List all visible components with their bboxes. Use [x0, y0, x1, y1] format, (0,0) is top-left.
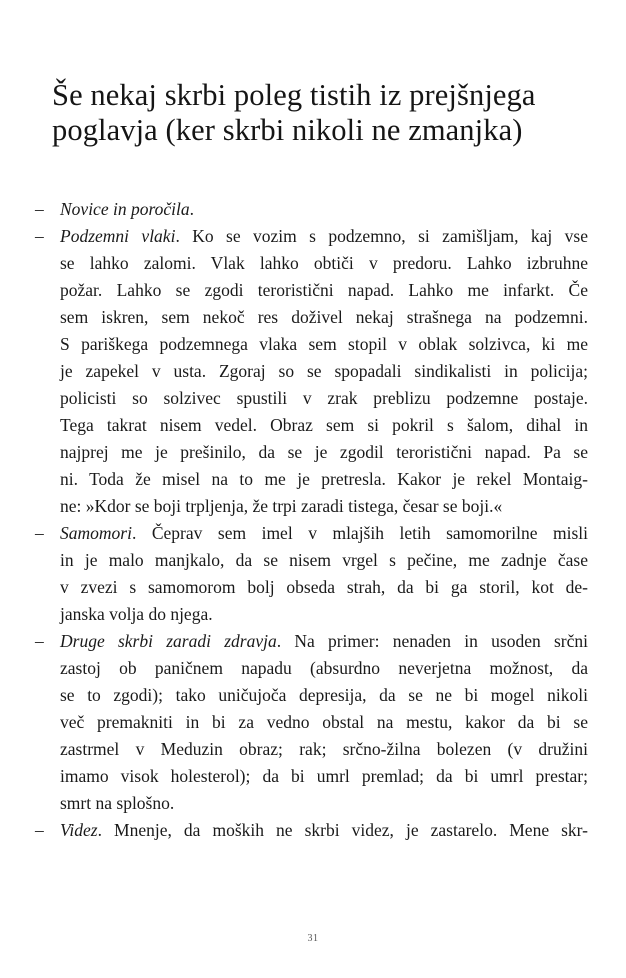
chapter-title-line: poglavja (ker skrbi nikoli ne zmanjka)	[52, 113, 523, 147]
list-bullet: –	[35, 631, 44, 651]
item-lead: Novice in poročila	[60, 199, 190, 219]
item-text: . Ko se vozim s podzemno, si zamišljam, kaj vse	[175, 226, 589, 246]
text-line: najprej me je prešinilo, da se je zgodil teroristični napad. Pa se	[60, 442, 588, 462]
text-line	[60, 196, 588, 223]
text-line: zastrmel v Meduzin obraz; rak; srčno-žilna bolezen (v družini	[60, 739, 588, 759]
item-text: . Mnenje, da moških ne skrbi videz, je zastarelo. Mene skr-	[97, 820, 588, 840]
text-line: zastoj ob paničnem napadu (absurdno neverjetna možnost, da	[60, 658, 588, 678]
text-line: sem iskren, sem nekoč res doživel nekaj strašnega na podzemni.	[60, 307, 588, 327]
item-text: . Čeprav sem imel v mlajših letih samomorilne misli	[131, 523, 588, 543]
text-line: požar. Lahko se zgodi teroristični napad. Lahko me infarkt. Če	[60, 280, 588, 300]
list-item	[0, 628, 588, 817]
text-line	[60, 628, 588, 655]
text-line: se to zgodi); tako uničujoča depresija, da se ne bi mogel nikoli	[60, 685, 588, 705]
list-bullet: –	[35, 226, 44, 246]
worry-list	[0, 196, 626, 844]
text-line: in je malo manjkalo, da se nisem vrgel s pečine, me zadnje čase	[60, 550, 588, 570]
chapter-title	[52, 78, 612, 148]
item-lead: Samomori	[60, 523, 132, 543]
item-text: . Na primer: nenaden in usoden srčni	[276, 631, 588, 651]
chapter-title-line: Še nekaj skrbi poleg tistih iz prejšnjega	[52, 78, 536, 112]
list-item	[0, 520, 588, 628]
list-bullet: –	[35, 523, 44, 543]
list-item	[0, 196, 588, 223]
list-bullet: –	[35, 820, 44, 840]
item-lead: Druge skrbi zaradi zdravja	[60, 631, 277, 651]
list-item	[0, 223, 588, 520]
text-line: policisti so solzivec spustili v zrak preblizu podzemne postaje.	[60, 388, 588, 408]
text-line: v zvezi s samomorom bolj obseda strah, da bi ga storil, kot de-	[60, 577, 588, 597]
item-text: .	[189, 199, 194, 219]
text-line: se lahko zalomi. Vlak lahko obtiči v predoru. Lahko izbruhne	[60, 253, 588, 273]
text-line: S pariškega podzemnega vlaka sem stopil v oblak solzivca, ki me	[60, 334, 588, 354]
text-line: Tega takrat nisem vedel. Obraz sem si pokril s šalom, dihal in	[60, 415, 588, 435]
text-line: ni. Toda že misel na to me je pretresla. Kakor je rekel Montaig-	[60, 469, 588, 489]
text-line: je zapekel v usta. Zgoraj so se spopadali sindikalisti in policija;	[60, 361, 588, 381]
text-line: janska volja do njega.	[60, 604, 213, 624]
item-lead: Podzemni vlaki	[60, 226, 176, 246]
text-line: ne: »Kdor se boji trpljenja, že trpi zaradi tistega, česar se boji.«	[60, 496, 503, 516]
item-lead: Videz	[60, 820, 98, 840]
list-bullet: –	[35, 199, 44, 219]
page-number: 31	[307, 933, 319, 944]
list-item	[0, 817, 588, 844]
text-line: smrt na splošno.	[60, 793, 175, 813]
text-line: več premakniti in bi za vedno obstal na mestu, kakor da bi se	[60, 712, 588, 732]
text-line	[60, 223, 588, 250]
text-line	[60, 520, 588, 547]
text-line: imamo visok holesterol); da bi umrl premlad; da bi umrl prestar;	[60, 766, 588, 786]
text-line	[60, 817, 588, 844]
